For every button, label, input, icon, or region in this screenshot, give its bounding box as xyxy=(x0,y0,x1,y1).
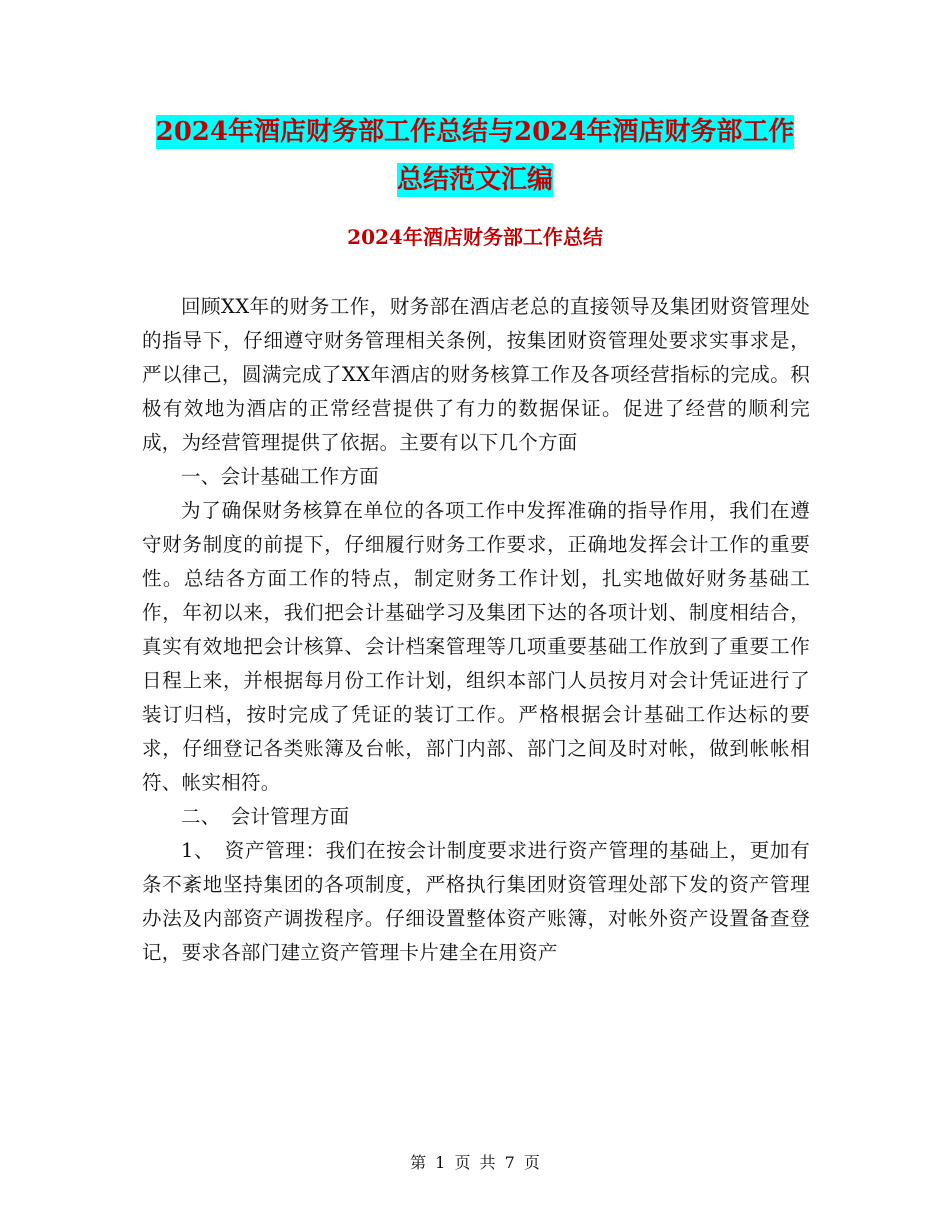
paragraph-intro: 回顾XX年的财务工作，财务部在酒店老总的直接领导及集团财资管理处的指导下，仔细遵守财务管理相关条例，按集团财资管理处要求实事求是，严以律己，圆满完成了XX年酒店的财务核算工作及各项经营指标的完成。积极有效地为酒店的正常经营提供了有力的数据保证。促进了经营的顺利完成，为经营管理提供了依据。主要有以下几个方面 xyxy=(142,295,810,454)
heading-accounting-basics: 一、会计基础工作方面 xyxy=(181,465,380,488)
section-title: 2024年酒店财务部工作总结 xyxy=(347,225,603,249)
document-title-line-2: 总结范文汇编 xyxy=(396,165,553,195)
document-body xyxy=(142,290,810,970)
heading-accounting-management: 二、 会计管理方面 xyxy=(181,805,350,828)
document-title-line-1: 2024年酒店财务部工作总结与2024年酒店财务部工作 xyxy=(155,117,795,147)
paragraph-asset-management: 1、 资产管理：我们在按会计制度要求进行资产管理的基础上，更加有条不紊地坚持集团的各项制度，严格执行集团财资管理处部下发的资产管理办法及内部资产调拨程序。仔细设置整体资产账簿，对帐外资产设置备查登记，要求各部门建立资产管理卡片建全在用资产 xyxy=(142,839,810,964)
document-title xyxy=(120,108,830,204)
page-footer: 第 1 页 共 7 页 xyxy=(410,1153,540,1172)
paragraph-accounting-basics: 为了确保财务核算在单位的各项工作中发挥准确的指导作用，我们在遵守财务制度的前提下，仔细履行财务工作要求，正确地发挥会计工作的重要性。总结各方面工作的特点，制定财务工作计划，扎实地做好财务基础工作，年初以来，我们把会计基础学习及集团下达的各项计划、制度相结合，真实有效地把会计核算、会计档案管理等几项重要基础工作放到了重要工作日程上来，并根据每月份工作计划，组织本部门人员按月对会计凭证进行了装订归档，按时完成了凭证的装订工作。严格根据会计基础工作达标的要求，仔细登记各类账簿及台帐，部门内部、部门之间及时对帐，做到帐帐相符、帐实相符。 xyxy=(142,499,810,794)
